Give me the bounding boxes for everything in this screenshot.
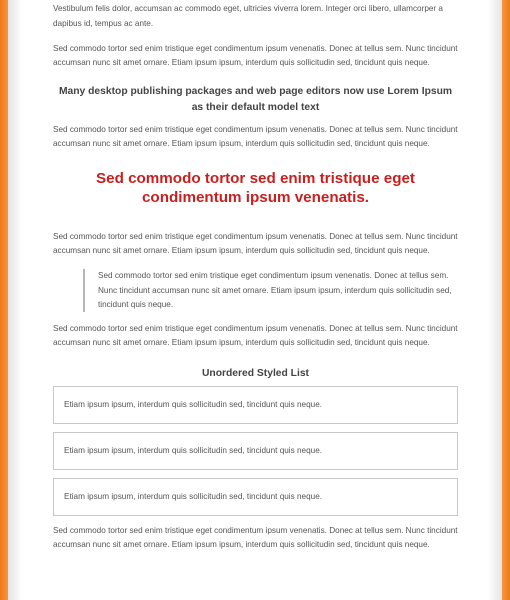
list-item (53, 432, 458, 470)
body-paragraph-5: Sed commodo tortor sed enim tristique eget condimentum ipsum venenatis. Donec at tellus sem. Nunc tincidunt accumsan nunc sit amet ornare. Etiam ipsum ipsum, interdum quis sollicitudin sed, tincidunt quis neque. (53, 525, 458, 550)
list-item-text: Etiam ipsum ipsum, interdum quis sollicitudin sed, tincidunt quis neque. (64, 445, 323, 455)
list-item (53, 478, 458, 516)
intro-paragraph (53, 0, 458, 31)
intro-line-2: Vestibulum felis dolor, accumsan ac commodo eget, ultricies viverra lorem. Integer orci (53, 4, 367, 14)
pull-quote: Sed commodo tortor sed enim tristique eget condimentum ipsum venenatis. (96, 169, 415, 206)
list-item-text: Etiam ipsum ipsum, interdum quis sollicitudin sed, tincidunt quis neque. (64, 491, 323, 501)
article-content (53, 0, 458, 563)
body-paragraph-3: Sed commodo tortor sed enim tristique eget condimentum ipsum venenatis. Donec at tellus sem. Nunc tincidunt accumsan nunc sit amet ornare. Etiam ipsum ipsum, interdum quis sollicitudin sed, tincidunt quis neque. (53, 231, 458, 255)
body-paragraph-1: Sed commodo tortor sed enim tristique eget condimentum ipsum venenatis. Donec at tellus sem. Nunc tincidunt accumsan nunc sit amet ornare. Etiam ipsum ipsum, interdum quis sollicitudin sed, tincidunt quis neque. (53, 43, 458, 68)
list-item-text: Etiam ipsum ipsum, interdum quis sollicitudin sed, tincidunt quis neque. (64, 399, 323, 409)
publishing-subheading: Many desktop publishing packages and web page editors now use Lorem Ipsum as their default model text (58, 86, 453, 114)
list-item (53, 386, 458, 424)
right-page-shadow (488, 0, 502, 600)
intro-line-3: libero, ullamcorper a dapibus id, tempus ac ante. (53, 4, 443, 28)
styled-list (53, 386, 458, 516)
right-orange-frame (502, 0, 510, 600)
list-title: Unordered Styled List (202, 367, 309, 379)
body-paragraph-4: Sed commodo tortor sed enim tristique eget condimentum ipsum venenatis. Donec at tellus sem. Nunc tincidunt accumsan nunc sit amet ornare. Etiam ipsum ipsum, interdum quis sollicitudin sed, tincidunt quis neque. (53, 324, 458, 348)
blockquote: Sed commodo tortor sed enim tristique eget condimentum ipsum venenatis. Donec at tellus sem. Nunc tincidunt accumsan nunc sit amet ornare. Etiam ipsum ipsum, interdum quis sollicitudin sed, tincidunt quis neque. (83, 269, 458, 312)
left-page-shadow (8, 0, 22, 600)
body-paragraph-2: Sed commodo tortor sed enim tristique eget condimentum ipsum venenatis. Donec at tellus sem. Nunc tincidunt accumsan nunc sit amet ornare. Etiam ipsum ipsum, interdum quis sollicitudin sed, tincidunt quis neque. (53, 125, 458, 149)
left-orange-frame (0, 0, 8, 600)
